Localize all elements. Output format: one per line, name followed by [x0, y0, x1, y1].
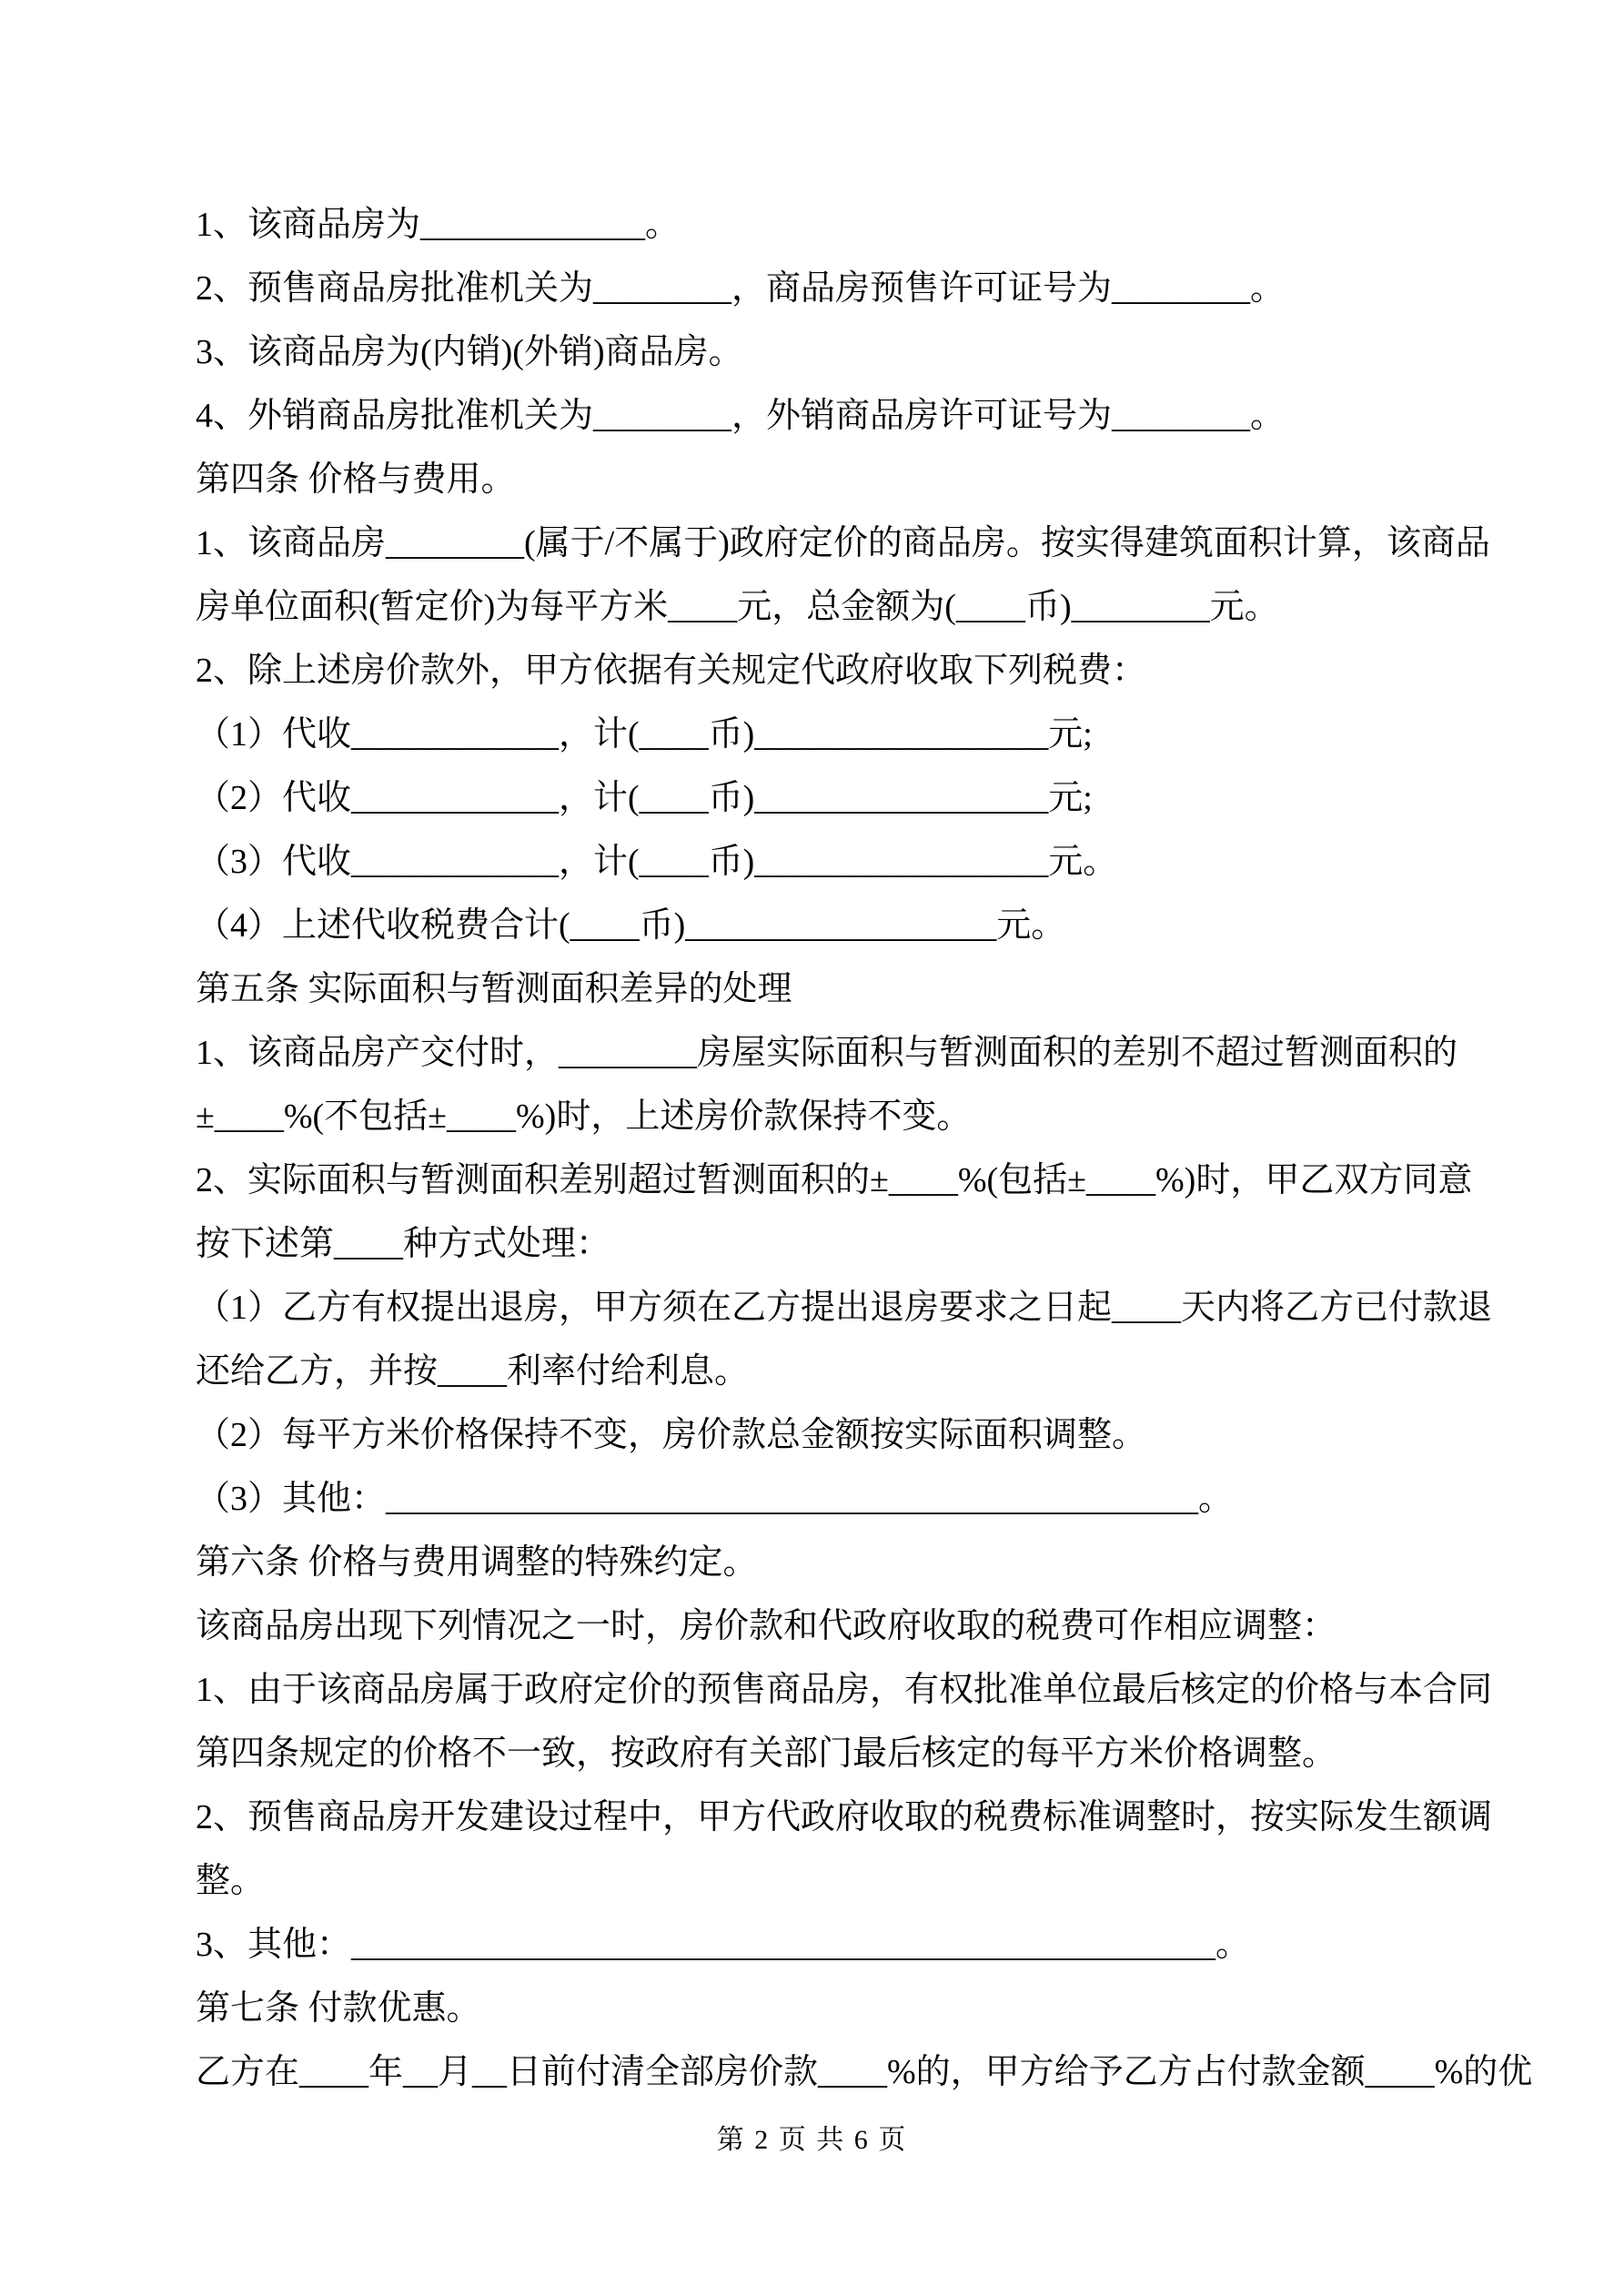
text-line: 1、该商品房________(属于/不属于)政府定价的商品房。按实得建筑面积计算，该商品 — [196, 524, 1490, 562]
section-heading: 第四条 价格与费用。 — [196, 460, 516, 499]
section-heading: 第六条 价格与费用调整的特殊约定。 — [196, 1543, 758, 1582]
text-line: 整。 — [196, 1862, 266, 1900]
text-line: 1、该商品房产交付时，________房屋实际面积与暂测面积的差别不超过暂测面积的 — [196, 1034, 1458, 1072]
text-line: 乙方在____年__月__日前付清全部房价款____%的，甲方给予乙方占付款金额____%的优 — [196, 2053, 1533, 2091]
text-line: 还给乙方，并按____利率付给利息。 — [196, 1352, 750, 1391]
document-body — [196, 193, 1533, 2104]
text-line: 房单位面积(暂定价)为每平方米____元，总金额为(____币)________元。 — [196, 588, 1279, 626]
text-line: （3）代收____________，计(____币)_________________元。 — [196, 843, 1118, 881]
text-line: 3、该商品房为(内销)(外销)商品房。 — [196, 333, 743, 371]
page-footer: 第 2 页 共 6 页 — [716, 2125, 908, 2155]
text-line: （3）其他：_______________________________________________。 — [196, 1480, 1234, 1518]
text-line: （1）代收____________，计(____币)_________________元; — [196, 715, 1093, 754]
text-line: 1、该商品房为_____________。 — [196, 206, 681, 244]
text-line: 2、预售商品房开发建设过程中，甲方代政府收取的税费标准调整时，按实际发生额调 — [196, 1798, 1493, 1836]
text-line: 2、实际面积与暂测面积差别超过暂测面积的±____%(包括±____%)时，甲乙双方同意 — [196, 1161, 1473, 1199]
text-line: 2、除上述房价款外，甲方依据有关规定代政府收取下列税费： — [196, 652, 1147, 690]
text-line: 该商品房出现下列情况之一时，房价款和代政府收取的税费可作相应调整： — [196, 1607, 1337, 1645]
text-line: 第四条规定的价格不一致，按政府有关部门最后核定的每平方米价格调整。 — [196, 1735, 1337, 1773]
section-heading: 第五条 实际面积与暂测面积差异的处理 — [196, 970, 792, 1008]
text-line: （2）每平方米价格保持不变，房价款总金额按实际面积调整。 — [196, 1416, 1147, 1454]
text-line: （4）上述代收税费合计(____币)__________________元。 — [196, 906, 1066, 945]
text-line: ±____%(不包括±____%)时，上述房价款保持不变。 — [196, 1097, 972, 1136]
text-line: （1）乙方有权提出退房，甲方须在乙方提出退房要求之日起____天内将乙方已付款退 — [196, 1289, 1493, 1327]
text-line: （2）代收____________，计(____币)_________________元; — [196, 779, 1093, 817]
section-heading: 第七条 付款优惠。 — [196, 1989, 481, 2028]
text-line: 3、其他：__________________________________________________。 — [196, 1926, 1251, 1964]
text-line: 2、预售商品房批准机关为________，商品房预售许可证号为________。 — [196, 269, 1286, 308]
text-line: 1、由于该商品房属于政府定价的预售商品房，有权批准单位最后核定的价格与本合同 — [196, 1671, 1493, 1709]
text-line: 4、外销商品房批准机关为________，外销商品房许可证号为________。 — [196, 397, 1286, 435]
text-line: 按下述第____种方式处理： — [196, 1225, 611, 1263]
